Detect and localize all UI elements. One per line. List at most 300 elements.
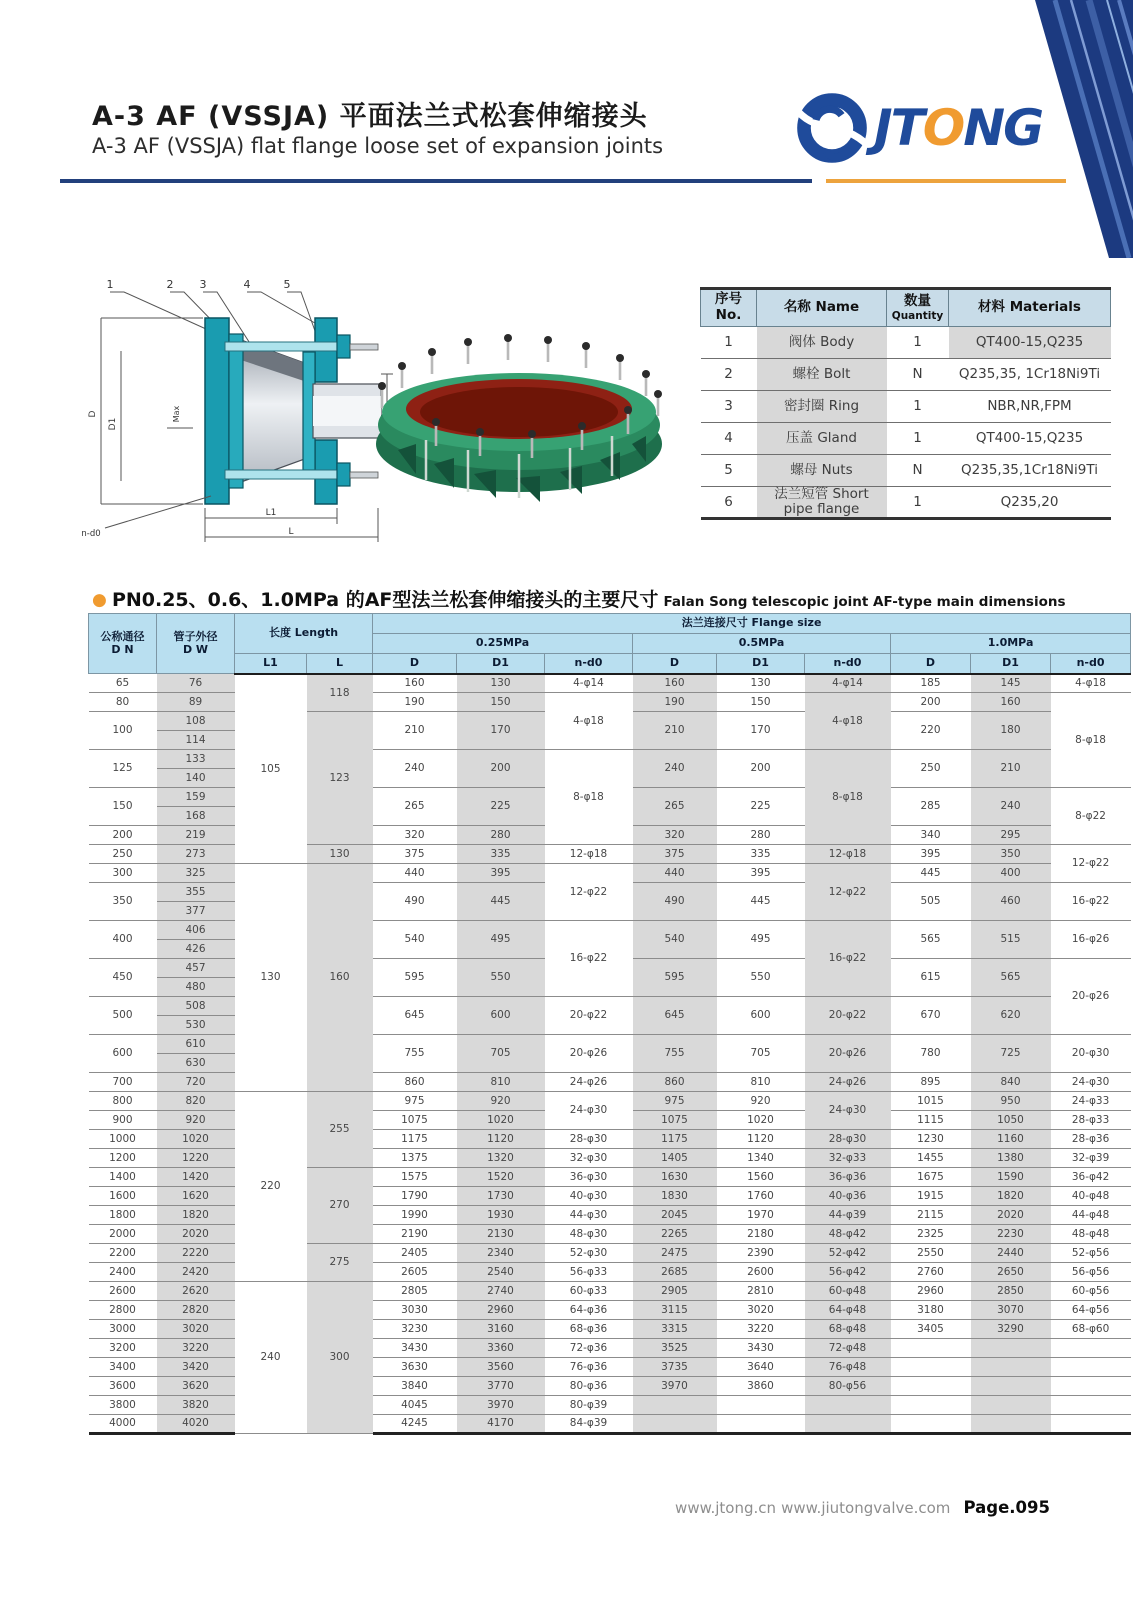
dim-cell: 225	[457, 788, 545, 826]
dim-cell: 1120	[717, 1130, 805, 1149]
dim-cell: 400	[89, 921, 157, 959]
dim-cell: 16-φ26	[1051, 921, 1131, 959]
dim-cell	[717, 1396, 805, 1415]
dim-cell: 16-φ22	[545, 921, 633, 997]
dim-cell: 44-φ39	[805, 1206, 891, 1225]
parts-header-name: 名称 Name	[757, 289, 887, 327]
dim-cell	[717, 1415, 805, 1434]
dim-cell: 2230	[971, 1225, 1051, 1244]
dim-cell: 52-φ42	[805, 1244, 891, 1263]
parts-cell-name: 阀体 Body	[757, 327, 887, 359]
corner-stripe-decoration	[1033, 0, 1133, 258]
parts-cell-no: 6	[701, 487, 757, 519]
dim-cell: 1675	[891, 1168, 971, 1187]
dim-cell: 3640	[717, 1358, 805, 1377]
dim-cell: 755	[633, 1035, 717, 1073]
dim-cell: 2800	[89, 1301, 157, 1320]
dim-cell: 3220	[157, 1339, 235, 1358]
dim-cell: 3405	[891, 1320, 971, 1339]
dim-cell: 500	[89, 997, 157, 1035]
dim-cell: 280	[717, 826, 805, 845]
dim-cell: 550	[717, 959, 805, 997]
section-heading	[92, 585, 1066, 612]
parts-cell-material: Q235,20	[949, 487, 1111, 519]
parts-cell-name: 螺母 Nuts	[757, 455, 887, 487]
dim-label-max: Max	[172, 405, 181, 423]
dim-cell: 2960	[457, 1301, 545, 1320]
dim-cell: 2820	[157, 1301, 235, 1320]
dim-cell: 56-φ56	[1051, 1263, 1131, 1282]
dim-cell: 160	[307, 864, 373, 1092]
dim-cell: 2685	[633, 1263, 717, 1282]
dim-cell: 168	[157, 807, 235, 826]
parts-cell-material: QT400-15,Q235	[949, 327, 1111, 359]
dim-cell: 1380	[971, 1149, 1051, 1168]
dim-cell: 1220	[157, 1149, 235, 1168]
dim-cell: 1420	[157, 1168, 235, 1187]
dim-cell: 76-φ48	[805, 1358, 891, 1377]
parts-cell-material: Q235,35, 1Cr18Ni9Ti	[949, 359, 1111, 391]
dim-cell: 84-φ39	[545, 1415, 633, 1434]
dim-cell: 2440	[971, 1244, 1051, 1263]
col-header-d-10: D	[891, 654, 971, 674]
dim-cell	[971, 1377, 1051, 1396]
dim-cell: 3290	[971, 1320, 1051, 1339]
dim-cell: 450	[89, 959, 157, 997]
footer-page-number: Page.095	[963, 1498, 1050, 1517]
parts-cell-name: 密封圈 Ring	[757, 391, 887, 423]
dim-cell: 620	[971, 997, 1051, 1035]
dim-cell: 1620	[157, 1187, 235, 1206]
dim-cell: 3160	[457, 1320, 545, 1339]
parts-cell-qty: 1	[887, 423, 949, 455]
callout-1: 1	[106, 278, 114, 291]
col-header-dn: 公称通径 D N	[89, 614, 157, 674]
dim-cell: 64-φ56	[1051, 1301, 1131, 1320]
dim-cell: 56-φ33	[545, 1263, 633, 1282]
dim-cell: 700	[89, 1073, 157, 1092]
dim-cell: 1000	[89, 1130, 157, 1149]
dim-cell: 515	[971, 921, 1051, 959]
dim-cell: 2020	[971, 1206, 1051, 1225]
col-header-nd0-10: n-d0	[1051, 654, 1131, 674]
dim-cell: 1200	[89, 1149, 157, 1168]
footer-url-1: www.jtong.cn	[675, 1499, 777, 1517]
dim-cell: 24-φ30	[545, 1092, 633, 1130]
dim-cell: 2190	[373, 1225, 457, 1244]
dim-cell: 4-φ18	[1051, 674, 1131, 693]
brand-o-letter: O	[922, 99, 964, 157]
dim-cell: 508	[157, 997, 235, 1016]
parts-cell-name: 螺栓 Bolt	[757, 359, 887, 391]
col-header-flange-size: 法兰连接尺寸 Flange size	[373, 614, 1131, 634]
dim-cell: 133	[157, 750, 235, 769]
dimension-table-row	[89, 674, 1131, 693]
dim-cell: 2130	[457, 1225, 545, 1244]
dim-cell: 200	[717, 750, 805, 788]
dim-cell: 210	[971, 750, 1051, 788]
dim-cell: 595	[633, 959, 717, 997]
dim-cell: 325	[157, 864, 235, 883]
dim-label-l: L	[288, 527, 294, 537]
dim-cell: 840	[971, 1073, 1051, 1092]
dim-cell: 3840	[373, 1377, 457, 1396]
dim-cell: 2265	[633, 1225, 717, 1244]
dim-cell	[1051, 1358, 1131, 1377]
dim-cell: 3970	[633, 1377, 717, 1396]
dim-cell: 64-φ36	[545, 1301, 633, 1320]
dim-cell: 4045	[373, 1396, 457, 1415]
dim-cell: 4-φ18	[805, 693, 891, 750]
dim-cell: 920	[717, 1092, 805, 1111]
dim-cell: 540	[633, 921, 717, 959]
dim-cell: 44-φ30	[545, 1206, 633, 1225]
dim-cell: 2220	[157, 1244, 235, 1263]
dim-cell: 4000	[89, 1415, 157, 1434]
dim-cell: 250	[891, 750, 971, 788]
dim-cell: 160	[971, 693, 1051, 712]
parts-cell-no: 5	[701, 455, 757, 487]
cross-section-drawing	[75, 256, 405, 556]
dim-cell: 377	[157, 902, 235, 921]
dim-cell: 1020	[717, 1111, 805, 1130]
dim-cell: 2760	[891, 1263, 971, 1282]
dim-cell: 495	[457, 921, 545, 959]
dim-cell: 1175	[633, 1130, 717, 1149]
dim-cell: 490	[633, 883, 717, 921]
dim-cell: 406	[157, 921, 235, 940]
dim-cell: 72-φ48	[805, 1339, 891, 1358]
dim-cell: 2905	[633, 1282, 717, 1301]
dim-cell: 24-φ33	[1051, 1092, 1131, 1111]
parts-cell-qty: 1	[887, 327, 949, 359]
parts-table-row	[701, 327, 1111, 359]
dim-cell: 130	[457, 674, 545, 693]
dim-cell: 52-φ30	[545, 1244, 633, 1263]
dim-cell: 445	[717, 883, 805, 921]
dim-cell: 285	[891, 788, 971, 826]
dim-cell: 2550	[891, 1244, 971, 1263]
dim-cell: 52-φ56	[1051, 1244, 1131, 1263]
dim-cell: 2620	[157, 1282, 235, 1301]
dim-cell: 100	[89, 712, 157, 750]
dim-cell: 40-φ48	[1051, 1187, 1131, 1206]
dim-cell: 1320	[457, 1149, 545, 1168]
dim-cell: 3020	[157, 1320, 235, 1339]
page-title-en: A-3 AF (VSSJA) flat flange loose set of expansion joints	[92, 134, 664, 158]
dim-cell: 1520	[457, 1168, 545, 1187]
dim-cell: 600	[717, 997, 805, 1035]
drawing-callouts	[107, 278, 291, 291]
dim-cell: 565	[891, 921, 971, 959]
dim-cell: 705	[717, 1035, 805, 1073]
dim-cell	[805, 1415, 891, 1434]
dimension-table-row	[89, 1282, 1131, 1301]
dim-cell: 48-φ48	[1051, 1225, 1131, 1244]
dim-cell: 1230	[891, 1130, 971, 1149]
parts-cell-material: QT400-15,Q235	[949, 423, 1111, 455]
dim-cell: 4-φ14	[805, 674, 891, 693]
dim-cell: 2600	[717, 1263, 805, 1282]
dim-cell: 24-φ26	[805, 1073, 891, 1092]
dim-cell: 68-φ48	[805, 1320, 891, 1339]
col-header-l1: L1	[235, 654, 307, 674]
col-header-d1-025: D1	[457, 654, 545, 674]
dim-cell: 76	[157, 674, 235, 693]
dim-cell: 3770	[457, 1377, 545, 1396]
dim-cell: 150	[457, 693, 545, 712]
dim-cell: 20-φ26	[1051, 959, 1131, 1035]
dim-cell: 130	[235, 864, 307, 1092]
dim-cell	[891, 1358, 971, 1377]
dim-cell: 705	[457, 1035, 545, 1073]
dim-cell: 20-φ22	[545, 997, 633, 1035]
dim-cell: 32-φ30	[545, 1149, 633, 1168]
dim-cell: 1730	[457, 1187, 545, 1206]
dim-cell: 3070	[971, 1301, 1051, 1320]
dim-cell: 8-φ18	[545, 750, 633, 845]
dim-cell: 495	[717, 921, 805, 959]
dim-cell: 4020	[157, 1415, 235, 1434]
parts-table-row	[701, 455, 1111, 487]
parts-cell-material: Q235,35,1Cr18Ni9Ti	[949, 455, 1111, 487]
callout-2: 2	[166, 278, 174, 291]
dim-cell	[1051, 1396, 1131, 1415]
dim-cell: 4170	[457, 1415, 545, 1434]
parts-cell-no: 1	[701, 327, 757, 359]
dim-cell: 2650	[971, 1263, 1051, 1282]
dim-cell: 1930	[457, 1206, 545, 1225]
dim-cell: 895	[891, 1073, 971, 1092]
dim-cell: 28-φ30	[545, 1130, 633, 1149]
dim-cell: 565	[971, 959, 1051, 997]
dim-cell: 340	[891, 826, 971, 845]
dim-cell: 3430	[717, 1339, 805, 1358]
orange-bullet-icon: ●	[92, 590, 107, 610]
dim-cell: 810	[717, 1073, 805, 1092]
dim-cell: 1375	[373, 1149, 457, 1168]
dim-cell: 595	[373, 959, 457, 997]
dim-cell: 40-φ30	[545, 1187, 633, 1206]
dim-cell: 240	[633, 750, 717, 788]
dim-cell: 2605	[373, 1263, 457, 1282]
parts-cell-material: NBR,NR,FPM	[949, 391, 1111, 423]
dim-cell: 273	[157, 845, 235, 864]
dim-cell: 445	[457, 883, 545, 921]
dim-cell: 20-φ30	[1051, 1035, 1131, 1073]
parts-cell-qty: 1	[887, 391, 949, 423]
dim-cell: 2740	[457, 1282, 545, 1301]
page-footer	[640, 1498, 1050, 1517]
parts-table-row	[701, 391, 1111, 423]
dim-cell: 1175	[373, 1130, 457, 1149]
dim-cell: 395	[457, 864, 545, 883]
dim-cell: 350	[89, 883, 157, 921]
title-underline-navy	[60, 179, 812, 183]
col-header-d1-05: D1	[717, 654, 805, 674]
col-header-10mpa: 1.0MPa	[891, 634, 1131, 654]
dim-cell: 140	[157, 769, 235, 788]
dim-cell: 190	[373, 693, 457, 712]
footer-url-2: www.jiutongvalve.com	[781, 1499, 951, 1517]
dim-cell: 1120	[457, 1130, 545, 1149]
dim-cell: 160	[373, 674, 457, 693]
dim-cell: 1820	[971, 1187, 1051, 1206]
dim-cell	[805, 1396, 891, 1415]
dim-cell: 16-φ22	[805, 921, 891, 997]
dim-cell: 615	[891, 959, 971, 997]
dim-cell: 1590	[971, 1168, 1051, 1187]
dim-cell: 1115	[891, 1111, 971, 1130]
dim-cell: 820	[157, 1092, 235, 1111]
dim-cell: 975	[633, 1092, 717, 1111]
dim-cell: 108	[157, 712, 235, 731]
dim-cell: 265	[633, 788, 717, 826]
dim-cell: 150	[89, 788, 157, 826]
dim-cell: 550	[457, 959, 545, 997]
dim-cell: 2180	[717, 1225, 805, 1244]
dimension-table-row	[89, 1092, 1131, 1111]
dim-cell	[891, 1377, 971, 1396]
dim-cell: 105	[235, 674, 307, 864]
dim-cell: 460	[971, 883, 1051, 921]
parts-cell-name: 压盖 Gland	[757, 423, 887, 455]
dim-cell: 56-φ42	[805, 1263, 891, 1282]
dim-cell: 1050	[971, 1111, 1051, 1130]
dim-cell: 24-φ30	[805, 1092, 891, 1130]
dim-cell: 505	[891, 883, 971, 921]
dim-cell: 28-φ30	[805, 1130, 891, 1149]
dim-cell: 3600	[89, 1377, 157, 1396]
dim-cell: 457	[157, 959, 235, 978]
dim-cell: 48-φ42	[805, 1225, 891, 1244]
dim-cell: 3400	[89, 1358, 157, 1377]
dim-cell: 860	[373, 1073, 457, 1092]
dim-cell: 645	[633, 997, 717, 1035]
dim-cell: 159	[157, 788, 235, 807]
col-header-dw: 管子外径 D W	[157, 614, 235, 674]
dim-cell: 200	[89, 826, 157, 845]
dim-cell: 32-φ39	[1051, 1149, 1131, 1168]
dim-cell: 1800	[89, 1206, 157, 1225]
dim-cell: 950	[971, 1092, 1051, 1111]
dim-cell: 16-φ22	[1051, 883, 1131, 921]
dim-cell: 24-φ26	[545, 1073, 633, 1092]
dim-cell: 3115	[633, 1301, 717, 1320]
dim-cell: 2400	[89, 1263, 157, 1282]
dim-cell	[1051, 1339, 1131, 1358]
dim-cell: 20-φ26	[805, 1035, 891, 1073]
dim-cell: 28-φ33	[1051, 1111, 1131, 1130]
dim-cell: 280	[457, 826, 545, 845]
section-heading-zh: PN0.25、0.6、1.0MPa 的AF型法兰松套伸缩接头的主要尺寸	[111, 589, 659, 611]
dim-cell: 200	[891, 693, 971, 712]
dim-cell: 68-φ60	[1051, 1320, 1131, 1339]
dim-cell: 2475	[633, 1244, 717, 1263]
dim-cell: 2540	[457, 1263, 545, 1282]
dim-cell: 36-φ36	[805, 1168, 891, 1187]
product-photo	[368, 322, 670, 524]
dim-cell: 800	[89, 1092, 157, 1111]
dim-cell: 240	[971, 788, 1051, 826]
parts-cell-no: 3	[701, 391, 757, 423]
parts-table-row	[701, 423, 1111, 455]
dim-cell: 114	[157, 731, 235, 750]
dim-cell: 3230	[373, 1320, 457, 1339]
dim-cell: 440	[633, 864, 717, 883]
dim-cell: 2600	[89, 1282, 157, 1301]
dim-cell: 600	[89, 1035, 157, 1073]
dim-cell: 375	[633, 845, 717, 864]
dim-cell: 185	[891, 674, 971, 693]
dim-cell: 118	[307, 674, 373, 712]
parts-cell-qty: 1	[887, 487, 949, 519]
dim-cell: 12-φ22	[1051, 845, 1131, 883]
dim-cell: 4-φ18	[545, 693, 633, 750]
dim-cell	[891, 1339, 971, 1358]
dim-cell: 755	[373, 1035, 457, 1073]
dim-cell: 80-φ36	[545, 1377, 633, 1396]
dim-cell	[971, 1396, 1051, 1415]
parts-cell-no: 2	[701, 359, 757, 391]
dim-cell: 130	[307, 845, 373, 864]
dim-cell: 190	[633, 693, 717, 712]
dim-cell: 220	[235, 1092, 307, 1282]
dim-cell: 1160	[971, 1130, 1051, 1149]
dim-cell: 3220	[717, 1320, 805, 1339]
dim-cell: 12-φ18	[805, 845, 891, 864]
dim-cell: 1970	[717, 1206, 805, 1225]
dim-cell: 250	[89, 845, 157, 864]
col-header-nd0-05: n-d0	[805, 654, 891, 674]
parts-cell-no: 4	[701, 423, 757, 455]
dim-cell: 1015	[891, 1092, 971, 1111]
dim-cell: 920	[157, 1111, 235, 1130]
parts-table-row	[701, 359, 1111, 391]
dim-cell: 150	[717, 693, 805, 712]
callout-5: 5	[283, 278, 291, 291]
dim-cell: 3030	[373, 1301, 457, 1320]
dim-cell: 400	[971, 864, 1051, 883]
dim-cell: 1630	[633, 1168, 717, 1187]
dim-cell: 60-φ56	[1051, 1282, 1131, 1301]
dim-cell: 2960	[891, 1282, 971, 1301]
dim-cell: 48-φ30	[545, 1225, 633, 1244]
dim-cell: 255	[307, 1092, 373, 1168]
dim-cell: 2000	[89, 1225, 157, 1244]
dim-cell: 725	[971, 1035, 1051, 1073]
col-header-nd0-025: n-d0	[545, 654, 633, 674]
dim-cell: 320	[633, 826, 717, 845]
dim-cell: 480	[157, 978, 235, 997]
dim-cell: 240	[235, 1282, 307, 1434]
dim-cell: 200	[457, 750, 545, 788]
dim-cell: 80-φ56	[805, 1377, 891, 1396]
dim-cell: 440	[373, 864, 457, 883]
dim-cell: 3430	[373, 1339, 457, 1358]
dim-cell: 170	[457, 712, 545, 750]
dimension-table	[88, 613, 1131, 1435]
logo-swirl-icon	[792, 88, 872, 168]
dim-cell: 3200	[89, 1339, 157, 1358]
dim-label-d: D	[88, 410, 98, 418]
dimension-table-body	[89, 674, 1131, 1434]
dim-cell: 670	[891, 997, 971, 1035]
dim-cell: 1020	[457, 1111, 545, 1130]
dim-cell	[971, 1358, 1051, 1377]
dim-cell: 3735	[633, 1358, 717, 1377]
dim-cell: 3970	[457, 1396, 545, 1415]
